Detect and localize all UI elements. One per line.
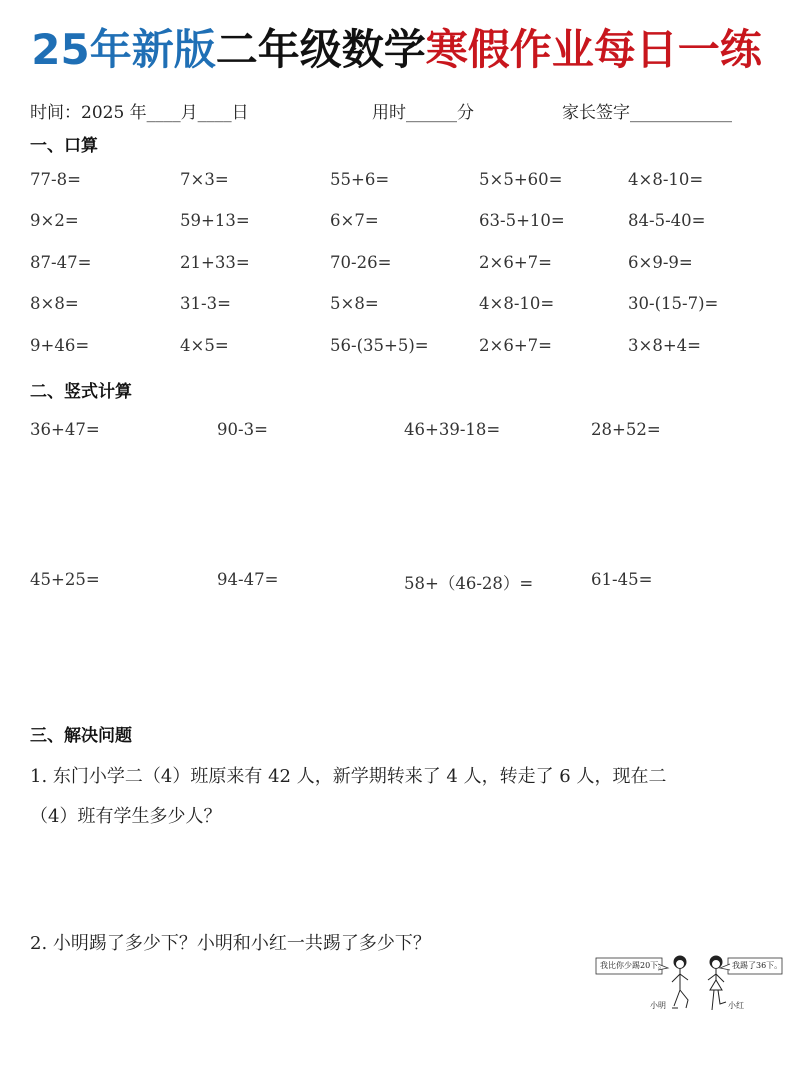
title-part-1: 25年新版 xyxy=(31,25,216,74)
oral-item: 77-8= xyxy=(30,170,81,189)
oral-item: 87-47= xyxy=(30,253,92,272)
title-part-3: 寒假作业每日一练 xyxy=(425,25,762,74)
duration-field[interactable]: 用时______分 xyxy=(372,103,474,123)
oral-item: 9×2= xyxy=(30,211,79,230)
oral-item: 8×8= xyxy=(30,294,79,313)
oral-item: 31-3= xyxy=(180,294,231,313)
speech-bubble-left-text: 我比你少踢20下。 xyxy=(600,961,667,970)
name-label-left: 小明 xyxy=(650,1001,666,1010)
oral-item: 30-(15-7)= xyxy=(628,294,719,313)
section-oral-heading: 一、口算 xyxy=(30,136,98,156)
girl-figure xyxy=(708,956,726,1010)
vertical-item: 94-47= xyxy=(217,570,279,589)
boy-figure xyxy=(672,956,688,1008)
vertical-item: 46+39-18= xyxy=(404,420,501,439)
oral-item: 70-26= xyxy=(330,253,392,272)
speech-bubble-right-text: 我踢了36下。 xyxy=(732,961,783,970)
oral-item: 4×8-10= xyxy=(479,294,555,313)
vertical-item: 90-3= xyxy=(217,420,268,439)
section-vertical-heading: 二、竖式计算 xyxy=(30,382,132,402)
vertical-item: 58+（46-28）= xyxy=(404,574,534,593)
title-part-2: 二年级数学 xyxy=(215,25,426,74)
problem-1-line-2: （4）班有学生多少人？ xyxy=(30,806,222,827)
oral-item: 2×6+7= xyxy=(479,253,552,272)
name-label-right: 小红 xyxy=(728,1001,744,1010)
oral-item: 4×8-10= xyxy=(628,170,704,189)
oral-item: 63-5+10= xyxy=(479,211,565,230)
oral-item: 3×8+4= xyxy=(628,336,701,355)
kids-jumping-illustration xyxy=(592,950,784,1030)
oral-item: 21+33= xyxy=(180,253,250,272)
oral-item: 6×7= xyxy=(330,211,379,230)
oral-item: 5×8= xyxy=(330,294,379,313)
section-problems-heading: 三、解决问题 xyxy=(30,726,132,746)
page-title xyxy=(0,22,793,78)
oral-item: 84-5-40= xyxy=(628,211,706,230)
vertical-item: 61-45= xyxy=(591,570,653,589)
oral-item: 9+46= xyxy=(30,336,90,355)
vertical-item: 45+25= xyxy=(30,570,100,589)
problem-2: 2. 小明踢了多少下？小明和小红一共踢了多少下？ xyxy=(30,933,431,954)
oral-item: 2×6+7= xyxy=(479,336,552,355)
date-field[interactable]: 时间：2025 年____月____日 xyxy=(30,103,249,123)
oral-item: 56-(35+5)= xyxy=(330,336,429,355)
oral-item: 59+13= xyxy=(180,211,250,230)
parent-signature-field[interactable]: 家长签字____________ xyxy=(562,103,732,123)
vertical-item: 36+47= xyxy=(30,420,100,439)
oral-item: 5×5+60= xyxy=(479,170,563,189)
oral-item: 55+6= xyxy=(330,170,390,189)
vertical-item: 28+52= xyxy=(591,420,661,439)
oral-item: 7×3= xyxy=(180,170,229,189)
problem-1-line-1: 1. 东门小学二（4）班原来有 42 人，新学期转来了 4 人，转走了 6 人，现在二 xyxy=(30,766,667,787)
oral-item: 4×5= xyxy=(180,336,229,355)
oral-item: 6×9-9= xyxy=(628,253,693,272)
